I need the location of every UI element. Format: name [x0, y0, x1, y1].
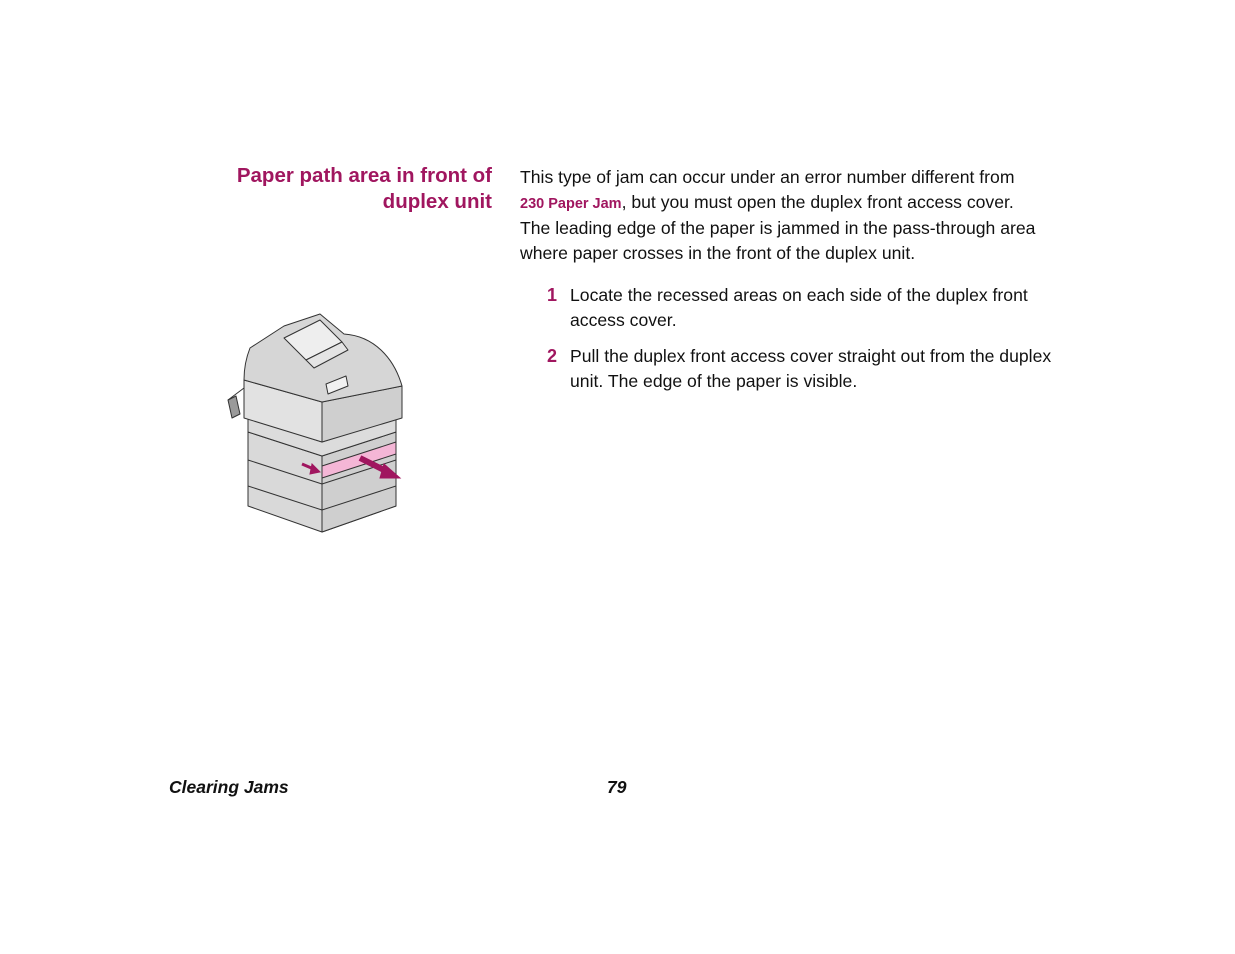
intro-line-1: This type of jam can occur under an error number different from [520, 167, 1015, 187]
step-1 [547, 283, 1107, 333]
error-code: 230 Paper Jam [520, 195, 622, 212]
intro-line-2-rest: , but you must open the duplex front access cover. [621, 191, 1014, 212]
step-line: access cover. [570, 310, 677, 330]
section-heading-line-2: duplex unit [382, 190, 492, 213]
intro-line-4: where paper crosses in the front of the duplex unit. [520, 242, 916, 263]
intro-line-2 [520, 190, 1100, 217]
step-text [570, 283, 1107, 333]
section-heading-line-1: Paper path area in front of [236, 164, 492, 187]
printer-duplex-illustration [224, 306, 410, 536]
step-number: 1 [547, 285, 558, 305]
step-2 [547, 344, 1107, 394]
step-line: Locate the recessed areas on each side of the duplex front [570, 285, 1028, 305]
footer-chapter: Clearing Jams [169, 777, 289, 797]
step-text [570, 344, 1107, 394]
step-line: unit. The edge of the paper is visible. [570, 371, 858, 391]
intro-paragraph [520, 165, 1100, 265]
step-number: 2 [547, 346, 558, 366]
footer-page-number: 79 [607, 777, 627, 797]
section-heading [150, 163, 492, 215]
intro-line-3: The leading edge of the paper is jammed in the pass-through area [520, 218, 1036, 238]
step-line: Pull the duplex front access cover straight out from the duplex [570, 346, 1052, 366]
